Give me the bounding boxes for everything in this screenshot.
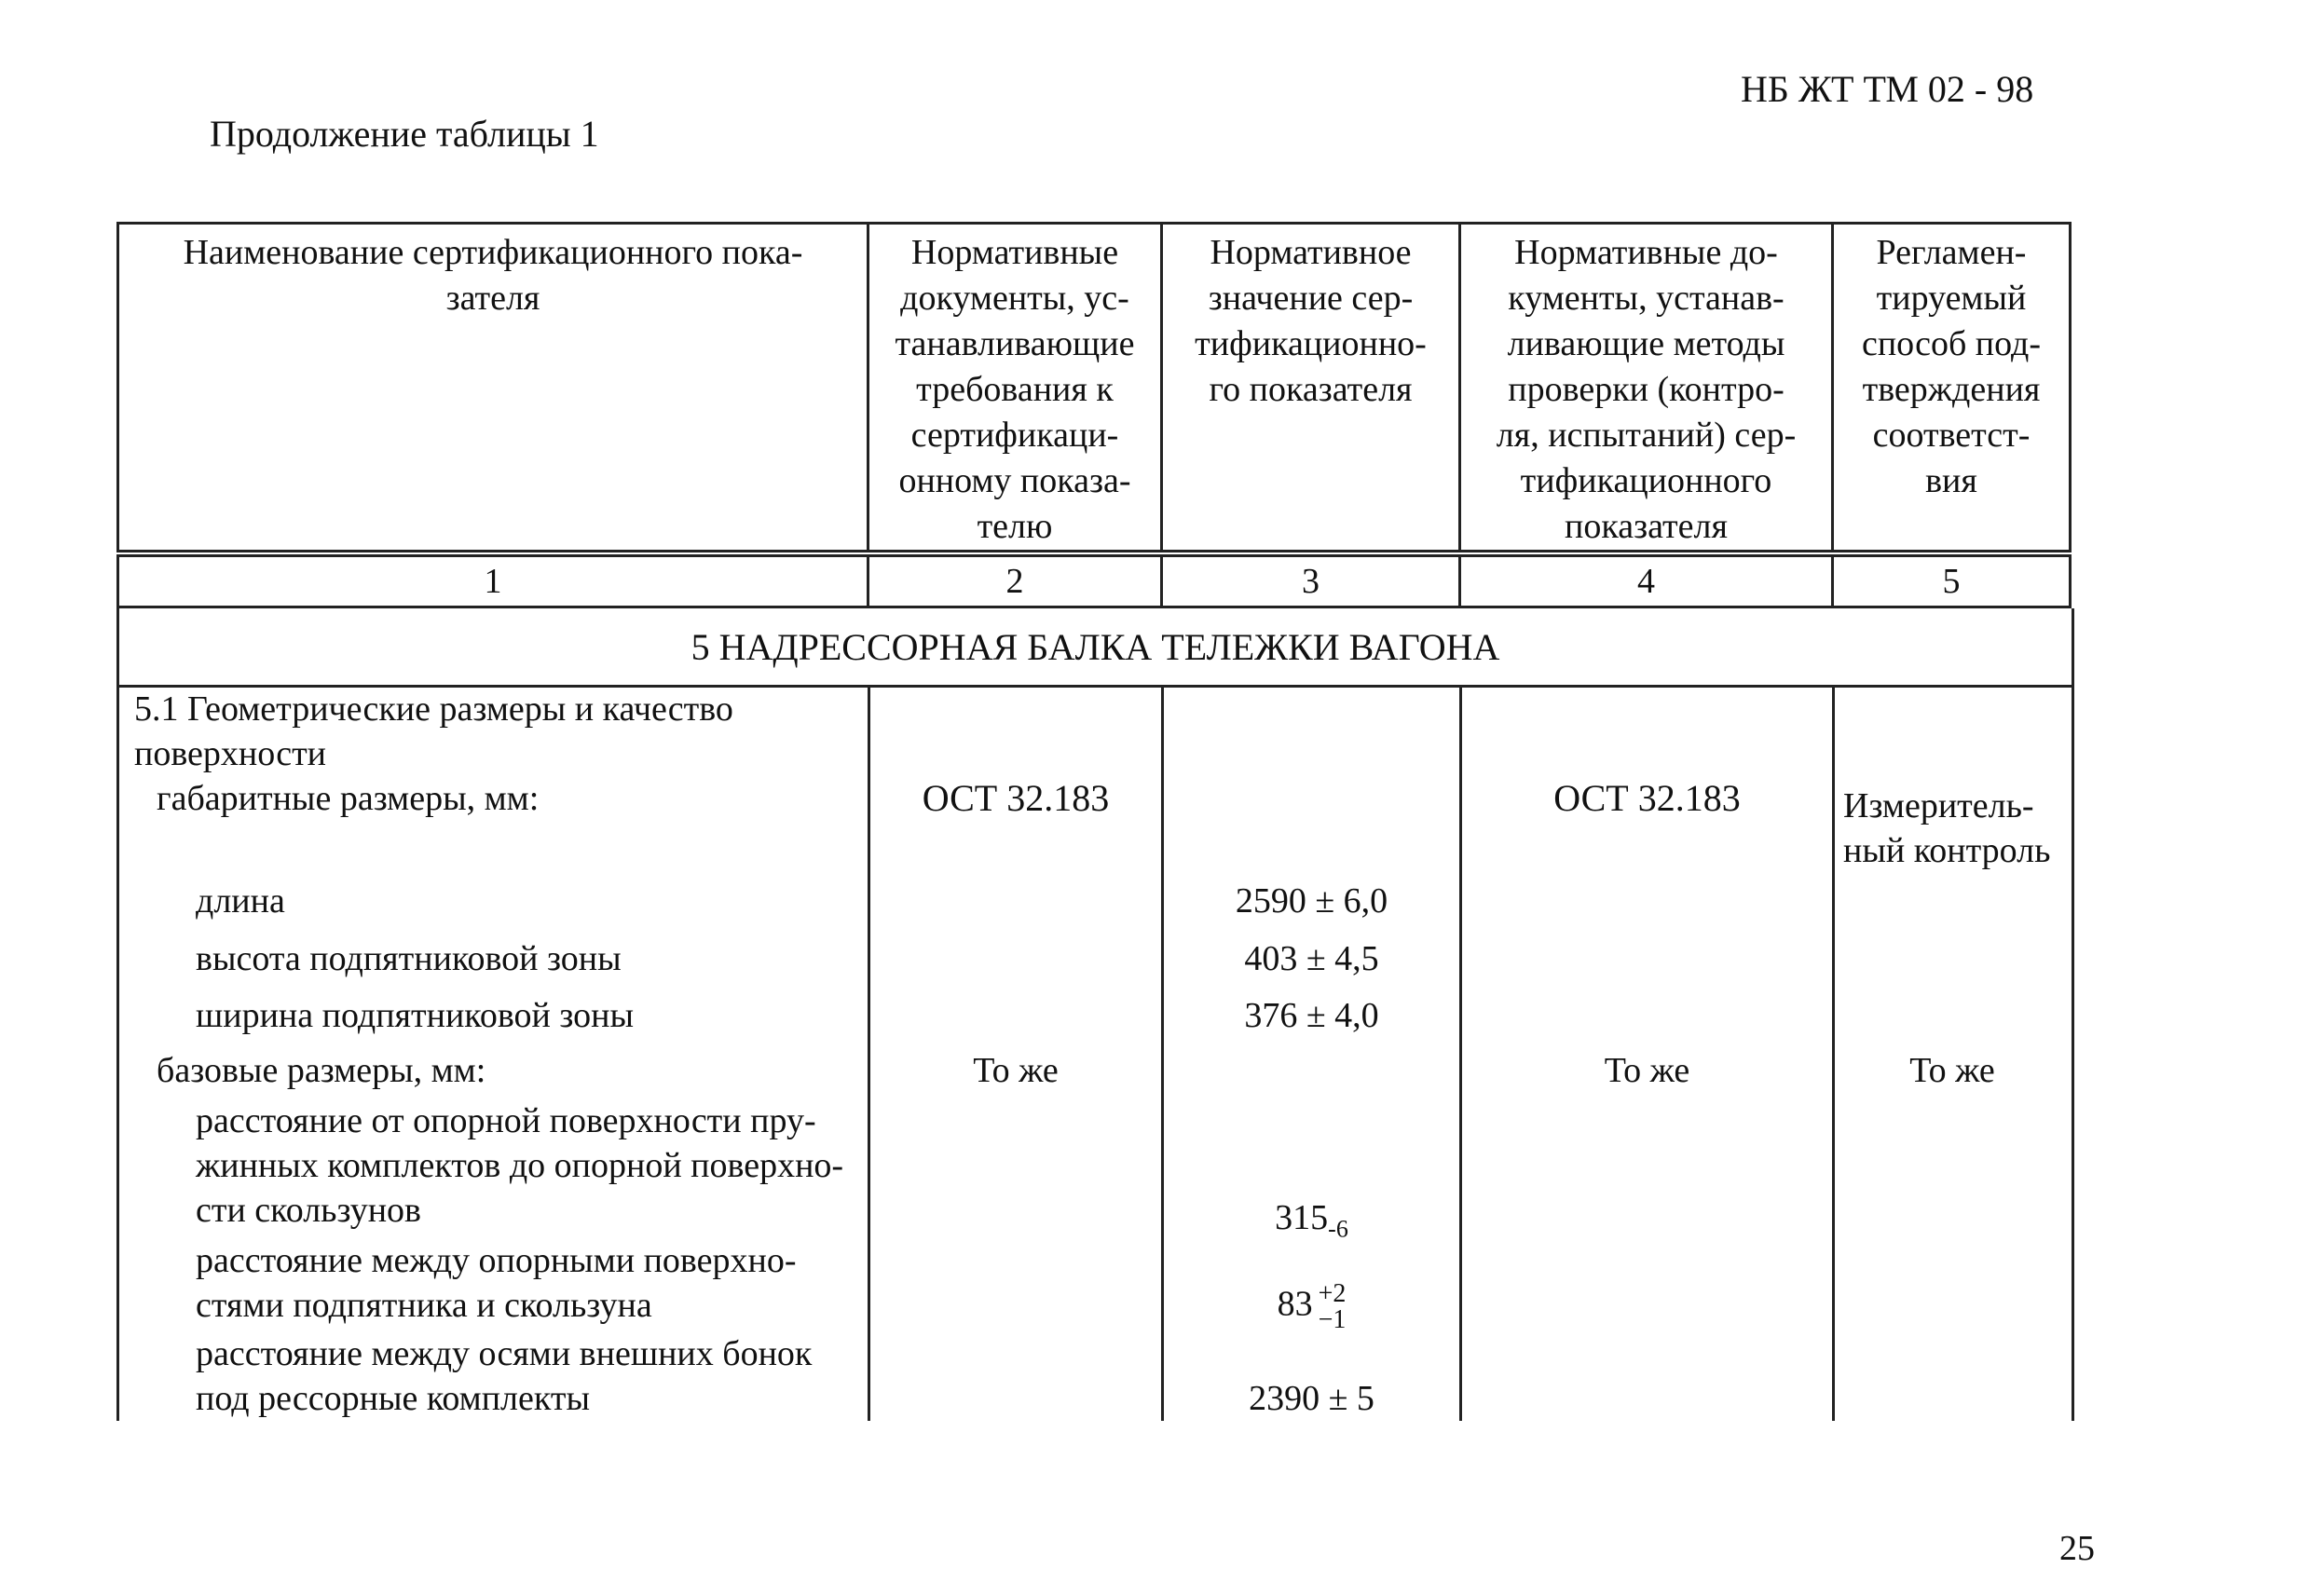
column-header-normative-docs-text: Нормативные документы, ус- танавливающие требования к сертификаци- онному показа- телю (895, 233, 1135, 546)
column-number: 5 (1833, 556, 2071, 607)
value-base: 315 (1275, 1198, 1329, 1237)
dimension-group-label: габаритные размеры, мм: (157, 779, 540, 818)
confirmation-method-line: Измеритель- (1843, 786, 2034, 825)
column-number-row (116, 554, 2072, 608)
value-base: 83 (1277, 1284, 1313, 1324)
normative-value: 403 ± 4,5 (1244, 939, 1379, 978)
normative-doc: То же (973, 1051, 1059, 1090)
column-header-test-methods (1460, 224, 1833, 552)
column-header-normative-value-text: Нормативное значение сер- тификационно- го показателя (1195, 233, 1427, 409)
normative-value: 376 ± 4,0 (1244, 996, 1379, 1035)
method-doc: То же (1604, 1051, 1690, 1090)
row-title-line: поверхности (134, 734, 327, 773)
value-tolerance (1319, 1281, 1347, 1333)
tolerance-lower: −1 (1318, 1305, 1347, 1334)
normative-value (1164, 1195, 1459, 1252)
column-number: 1 (118, 556, 868, 607)
dimension-label-line: под рессорные комплекты (196, 1379, 590, 1418)
dimension-label-line: стями подпятника и скользуна (196, 1286, 652, 1325)
dimension-group-label: базовые размеры, мм: (157, 1051, 486, 1090)
document-code: НБ ЖТ ТМ 02 - 98 (1741, 68, 2034, 110)
dimension-label: высота подпятниковой зоны (196, 939, 622, 978)
method-doc: ОСТ 32.183 (1553, 777, 1741, 819)
column-header-confirmation-text: Регламен- тируемый способ под- тверждения соответст- вия (1861, 233, 2042, 500)
column-header-test-methods-text: Нормативные до- кументы, устанав- ливающие методы проверки (контро- ля, испытаний) сер- тификационного показателя (1496, 233, 1797, 546)
dimension-label: длина (196, 881, 285, 921)
confirmation-method: То же (1909, 1051, 1995, 1090)
page-number: 25 (2059, 1529, 2095, 1568)
column-header-normative-docs (868, 224, 1162, 552)
tolerance-upper: +2 (1318, 1279, 1347, 1308)
column-number: 2 (868, 556, 1162, 607)
normative-value: 2590 ± 6,0 (1235, 881, 1388, 921)
dimension-label-line: расстояние между опорными поверхно- (196, 1241, 797, 1280)
row-title-line: 5.1 Геометрические размеры и качество (134, 689, 733, 729)
table-continuation-caption: Продолжение таблицы 1 (210, 113, 599, 155)
column-header-name-text: Наименование сертификационного пока- зателя (183, 233, 803, 318)
table-header (116, 222, 2072, 552)
column-header-name (118, 224, 868, 552)
normative-doc: ОСТ 32.183 (922, 777, 1110, 819)
dimension-label-line: расстояние между осями внешних бонок (196, 1334, 813, 1373)
dimension-label-line: сти скользунов (196, 1191, 421, 1230)
column-header-confirmation (1833, 224, 2071, 552)
dimension-label-line: расстояние от опорной поверхности пру- (196, 1101, 816, 1140)
section-title: 5 НАДРЕССОРНАЯ БАЛКА ТЕЛЕЖКИ ВАГОНА (119, 608, 2072, 688)
normative-value (1164, 1281, 1459, 1333)
column-header-normative-value (1162, 224, 1460, 552)
table-body (116, 608, 2074, 1421)
dimension-label-line: жинных комплектов до опорной поверхно- (196, 1146, 844, 1185)
normative-value: 2390 ± 5 (1249, 1379, 1374, 1418)
column-number: 4 (1460, 556, 1833, 607)
value-tolerance: -6 (1328, 1215, 1348, 1243)
confirmation-method-line: ный контроль (1843, 831, 2051, 870)
column-number: 3 (1162, 556, 1460, 607)
dimension-label: ширина подпятниковой зоны (196, 996, 635, 1035)
